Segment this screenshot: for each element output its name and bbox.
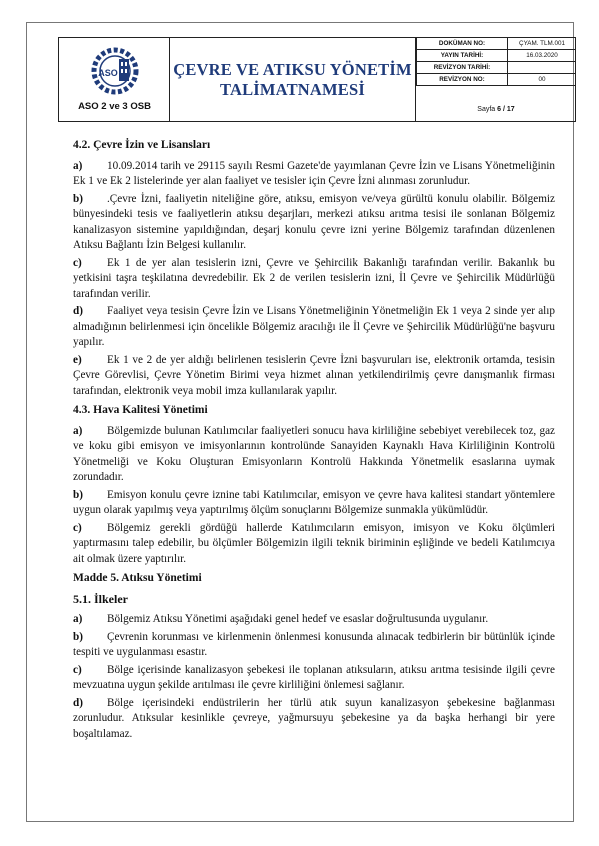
list-item bbox=[73, 612, 555, 628]
document-body bbox=[73, 134, 555, 744]
page-total: 17 bbox=[506, 106, 515, 113]
item-text: Ek 1 de yer alan tesislerin izni, Çevre ve Şehircilik Bakanlığı tarafından verilir. Bakanlık bu yetkisini taşra teşkilatına devredebilir. Ek 2 de verilen tesislerin izni, İl Çevre ve Şehircilik Müdürlüğü tarafından verilir. bbox=[73, 256, 555, 300]
page-number bbox=[416, 98, 576, 121]
list-item bbox=[73, 256, 555, 303]
item-letter: e) bbox=[73, 353, 82, 366]
meta-value: 16.03.2020 bbox=[508, 50, 577, 62]
item-letter: a) bbox=[73, 424, 83, 437]
item-text: Bölgemiz Atıksu Yönetimi aşağıdaki genel hedef ve esaslar doğrultusunda uygulanır. bbox=[107, 613, 489, 625]
meta-label: REVİZYON TARİHİ: bbox=[417, 62, 508, 74]
aso-logo-icon bbox=[91, 46, 139, 96]
item-text: Bölge içerisindeki endüstrilerin her türlü atık suyun kanalizasyon şebekesine bağlanması zorunludur. Atıksular kesinlikle çevreye, yağmursuyu şebekesine ya da başka herhangi bir yere boşaltılamaz. bbox=[73, 696, 555, 740]
item-text: Bölgemiz gerekli gördüğü hallerde Katılımcıların emisyon, imisyon ve Koku ölçümleri yaptırmasını talep edebilir, bu ölçümler Bölgemizin ilgili teknik biriminin eşliğinde ve bedeli Katılımcıya ait olmak üzere yaptırılır. bbox=[73, 521, 555, 565]
document-title-line-1: ÇEVRE VE ATIKSU YÖNETİM bbox=[173, 59, 412, 79]
list-item bbox=[73, 159, 555, 190]
item-letter: b) bbox=[73, 630, 83, 643]
item-letter: c) bbox=[73, 256, 82, 269]
logo-cell bbox=[59, 38, 170, 121]
org-name: ASO 2 ve 3 OSB bbox=[78, 101, 151, 112]
meta-label: DOKÜMAN NO: bbox=[417, 38, 508, 50]
item-text: Bölge içerisinde kanalizasyon şebekesi ile toplanan atıksuların, atıksu arıtma tesisinde ilgili çevre mevzuatına uygun şekilde arıtılması ile çevre kirliliğini önlemesi sağlanır. bbox=[73, 663, 555, 691]
item-text: Bölgemizde bulunan Katılımcılar faaliyetleri sonucu hava kirliliğine sebebiyet verebilecek toz, gaz ve koku gibi emisyon ve imisyonlarının kontrolünde Sanayiden Kaynaklı Hava Kirliliğinin Kontrolü Yönetmeliği ve Koku Oluşturan Emisyonların Kontrolü Hakkında Yönetmelik esaslarına uymak zorundadır. bbox=[73, 424, 555, 483]
meta-label: REVİZYON NO: bbox=[417, 74, 508, 86]
list-item bbox=[73, 304, 555, 351]
item-letter: c) bbox=[73, 663, 82, 676]
item-text: Çevrenin korunması ve kirlenmenin önlenmesi konusunda alınacak tedbirlerin bir bütünlük içinde tespiti ve uygulanması esastır. bbox=[73, 630, 555, 658]
list-item bbox=[73, 663, 555, 694]
item-text: Ek 1 ve 2 de yer aldığı belirlenen tesislerin Çevre İzni başvuruları ise, elektronik ortamda, tesisin Çevre Görevlisi, Çevre Yönetim Birimi veya hizmet alınan yetkilendirilmiş çevre danışmanlık firması tarafından, elektronik veya mobil imza kullanılarak yapılır. bbox=[73, 353, 555, 397]
section-heading: 4.3. Hava Kalitesi Yönetimi bbox=[73, 404, 208, 416]
meta-row bbox=[417, 62, 577, 74]
list-item bbox=[73, 696, 555, 743]
item-letter: a) bbox=[73, 613, 83, 625]
item-text: 10.09.2014 tarih ve 29115 sayılı Resmi Gazete'de yayımlanan Çevre İzin ve Lisans Yönetmeliğinin Ek 1 ve Ek 2 listelerinde yer alan faaliyet ve tesisler için Çevre İzni alınması zorunludur. bbox=[73, 159, 555, 187]
page-prefix: Sayfa bbox=[477, 106, 496, 113]
meta-value: ÇYAM. TLM.001 bbox=[508, 38, 577, 50]
list-item bbox=[73, 488, 555, 519]
item-letter: d) bbox=[73, 696, 83, 709]
meta-value: 00 bbox=[508, 74, 577, 86]
document-meta-table bbox=[416, 38, 576, 86]
meta-label: YAYIN TARİHİ: bbox=[417, 50, 508, 62]
item-letter: b) bbox=[73, 488, 83, 501]
page-separator: / bbox=[503, 106, 505, 113]
document-header bbox=[58, 37, 576, 122]
meta-value bbox=[508, 62, 577, 74]
item-letter: c) bbox=[73, 521, 82, 534]
section-heading: 4.2. Çevre İzin ve Lisansları bbox=[73, 139, 211, 151]
item-letter: b) bbox=[73, 192, 83, 205]
section-heading: 5.1. İlkeler bbox=[73, 591, 128, 606]
meta-row bbox=[417, 74, 577, 86]
meta-row bbox=[417, 38, 577, 50]
logo-text: ASO bbox=[98, 68, 118, 78]
item-letter: d) bbox=[73, 305, 83, 317]
document-title-line-2: TALİMATNAMESİ bbox=[219, 79, 365, 99]
list-item bbox=[73, 192, 555, 254]
list-item bbox=[73, 424, 555, 486]
item-text: Faaliyet veya tesisin Çevre İzin ve Lisans Yönetmeliğinin Yönetmeliğin Ek 1 veya 2 sinde yer alıp almadığının belirlenmesi için öncelikle Bölgemiz aracılığı ile İl Çevre ve Şehircilik Müdürlüğü'ne başvuru yapılır. bbox=[73, 305, 555, 348]
list-item bbox=[73, 353, 555, 400]
page-current: 6 bbox=[497, 106, 502, 113]
list-item bbox=[73, 630, 555, 661]
list-item bbox=[73, 521, 555, 568]
title-cell bbox=[170, 38, 416, 121]
item-text: .Çevre İzni, faaliyetin niteliğine göre, atıksu, emisyon ve/veya gürültü konulu olabilir. Bölgemiz bünyesindeki tesis ve faaliyetlerin atıksu deşarjları, merkezi atıksu arıtma tesisi ile sonlanan Bölgemiz kanalizasyon sistemine yapıldığından, deşarj konulu çevre izni yerine Bölgemiz tarafından düzenlenen Atıksu Bağlantı İzin Belgesi kullanılır. bbox=[73, 192, 555, 251]
item-text: Emisyon konulu çevre iznine tabi Katılımcılar, emisyon ve çevre hava kalitesi standart yöntemlere uygun olarak yapılmış veya yaptırılmış ölçüm sonuçlarını Bölgemize sunmakla yükümlüdür. bbox=[73, 488, 555, 516]
article-heading: Madde 5. Atıksu Yönetimi bbox=[73, 572, 202, 584]
item-letter: a) bbox=[73, 159, 83, 172]
meta-row bbox=[417, 50, 577, 62]
